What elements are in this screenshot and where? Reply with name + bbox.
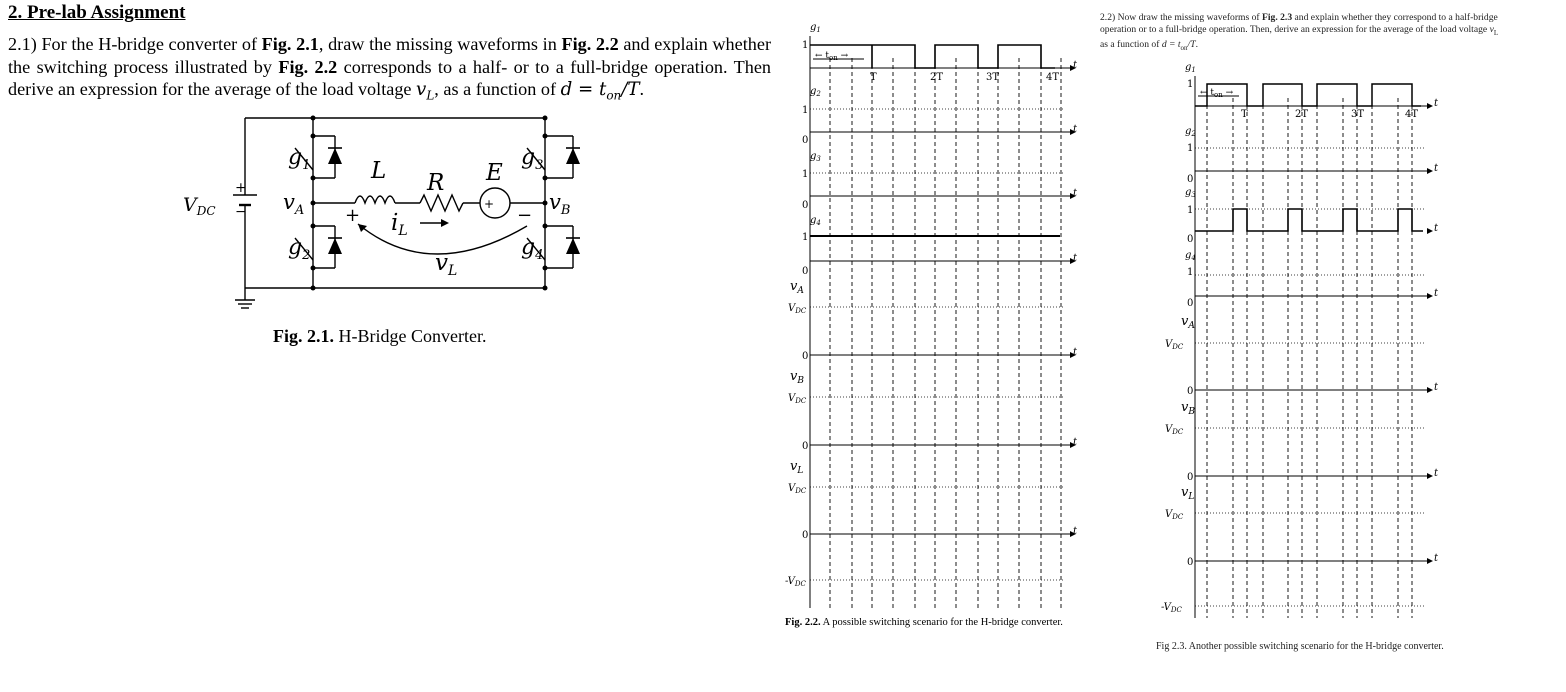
svg-text:vL: $v_L$ xyxy=(790,459,804,476)
svg-text:g2: $g_2$ xyxy=(1185,126,1196,138)
svg-text:t: t xyxy=(1434,468,1439,479)
task-2-2-text: 2.2) Now draw the missing waveforms of Fig. 2.3 and explain whether they correspond to a half-bridge operation or to a full-bridge operation. Then, derive an expression for the average of the load voltage $v_L$ as a function of $d = t_{on}/T$. xyxy=(1100,12,1499,52)
svg-text:t: t xyxy=(1073,124,1078,135)
svg-text:← ton →: ← $t_{on}$ → xyxy=(815,51,849,62)
svg-text:0: 0 xyxy=(802,530,809,541)
fig-2-2-caption: Fig. 2.2. A possible switching scenario for the H-bridge converter. xyxy=(785,617,1063,628)
svg-text:-VDC: $-V_{DC}$ xyxy=(1161,602,1182,614)
fig-2-1-caption: Fig. 2.1. H-Bridge Converter. xyxy=(273,326,487,346)
svg-text:g2: $g_2$ xyxy=(810,86,821,98)
svg-text:t: t xyxy=(1073,253,1078,264)
svg-text:0: 0 xyxy=(1187,386,1194,397)
svg-text:t: t xyxy=(1073,526,1078,537)
svg-text:vA: $v_A$ xyxy=(283,190,305,218)
svg-text:g4: $g_4$ xyxy=(810,215,821,227)
svg-text:−: − xyxy=(235,204,247,220)
svg-text:R: R xyxy=(427,170,445,196)
svg-text:2T: 2T xyxy=(930,72,944,83)
svg-text:vB: $v_B$ xyxy=(549,190,571,218)
svg-text:g4: $g_4$ xyxy=(521,235,544,263)
fig-2-3-timing-diagram xyxy=(1155,58,1445,623)
svg-text:0: 0 xyxy=(1187,174,1194,185)
svg-text:0: 0 xyxy=(802,200,809,211)
svg-text:t: t xyxy=(1434,223,1439,234)
svg-text:0: 0 xyxy=(802,266,809,277)
svg-text:3T: 3T xyxy=(986,72,1000,83)
svg-text:1: 1 xyxy=(1187,267,1194,278)
svg-text:g1: $g_1$ xyxy=(1185,62,1196,74)
svg-text:g2: $g_2$ xyxy=(288,235,311,263)
svg-text:0: 0 xyxy=(802,441,809,452)
svg-text:vA: $v_A$ xyxy=(790,279,804,296)
svg-text:T: T xyxy=(870,72,877,83)
svg-text:g1: $g_1$ xyxy=(810,22,821,34)
svg-text:t: t xyxy=(1073,60,1078,71)
svg-text:T: T xyxy=(1241,109,1248,120)
svg-text:1: 1 xyxy=(802,105,809,116)
svg-text:0: 0 xyxy=(1187,557,1194,568)
svg-text:t: t xyxy=(1434,163,1439,174)
svg-text:t: t xyxy=(1434,98,1439,109)
svg-text:L: L xyxy=(371,158,387,184)
svg-text:t: t xyxy=(1434,288,1439,299)
svg-text:g3: $g_3$ xyxy=(521,145,544,173)
svg-text:VDC: $V_{DC}$ xyxy=(1165,509,1184,521)
svg-text:vL: $v_L$ xyxy=(435,250,458,279)
svg-text:vB: $v_B$ xyxy=(1181,400,1195,417)
svg-text:VDC: $V_{DC}$ xyxy=(1165,339,1184,351)
svg-text:t: t xyxy=(1073,188,1078,199)
svg-text:0: 0 xyxy=(1187,472,1194,483)
svg-text:vA: $v_A$ xyxy=(1181,314,1195,331)
svg-text:0: 0 xyxy=(1187,234,1194,245)
svg-text:g4: $g_4$ xyxy=(1185,250,1196,262)
svg-text:-VDC: $-V_{DC}$ xyxy=(785,576,806,588)
svg-text:← ton →: ← $t_{on}$ → xyxy=(1200,88,1234,99)
svg-text:iL: $i_L$ xyxy=(391,210,408,239)
svg-text:1: 1 xyxy=(802,169,809,180)
svg-text:VDC: $V_{DC}$ xyxy=(788,483,807,495)
svg-text:4T: 4T xyxy=(1046,72,1060,83)
svg-text:g1: $g_1$ xyxy=(288,145,311,173)
svg-text:vL: $v_L$ xyxy=(1181,485,1195,502)
svg-text:0: 0 xyxy=(1187,298,1194,309)
svg-text:0: 0 xyxy=(802,135,809,146)
svg-text:VDC: $V_{DC}$ xyxy=(183,194,216,218)
svg-text:2T: 2T xyxy=(1295,109,1309,120)
svg-text:1: 1 xyxy=(802,40,809,51)
svg-text:−: − xyxy=(517,205,533,226)
svg-text:1: 1 xyxy=(1187,143,1194,154)
svg-text:1: 1 xyxy=(1187,79,1194,90)
svg-text:1: 1 xyxy=(1187,205,1194,216)
svg-text:VDC: $V_{DC}$ xyxy=(788,393,807,405)
svg-text:t: t xyxy=(1073,347,1078,358)
svg-text:VDC: $V_{DC}$ xyxy=(1165,424,1184,436)
svg-text:+: + xyxy=(235,180,247,196)
fig-2-2-timing-diagram xyxy=(780,18,1080,613)
svg-text:+: + xyxy=(484,197,495,211)
svg-text:4T: 4T xyxy=(1405,109,1419,120)
svg-text:t: t xyxy=(1434,382,1439,393)
svg-text:VDC: $V_{DC}$ xyxy=(788,303,807,315)
svg-text:+: + xyxy=(345,205,361,226)
svg-text:t: t xyxy=(1073,437,1078,448)
svg-text:t: t xyxy=(1434,553,1439,564)
svg-text:g3: $g_3$ xyxy=(1185,187,1196,199)
svg-text:E: E xyxy=(486,160,503,186)
svg-text:3T: 3T xyxy=(1351,109,1365,120)
svg-text:vB: $v_B$ xyxy=(790,369,804,386)
svg-text:0: 0 xyxy=(802,351,809,362)
task-2-1-text: 2.1) For the H-bridge converter of Fig. 2.1, draw the missing waveforms in Fig. 2.2 and explain whether the switching process illustrated by Fig. 2.2 corresponds to a half- or to a full-bridge operation. Then derive an expression for the average of the load voltage $v_L$, as a function of $d = t_{on}/T$. xyxy=(8,34,772,103)
h-bridge-circuit-diagram xyxy=(175,108,605,318)
svg-text:1: 1 xyxy=(802,232,809,243)
svg-text:g3: $g_3$ xyxy=(810,151,821,163)
section-heading: 2. Pre-lab Assignment xyxy=(8,2,186,23)
fig-2-3-caption: Fig 2.3. Another possible switching scenario for the H-bridge converter. xyxy=(1156,641,1444,652)
